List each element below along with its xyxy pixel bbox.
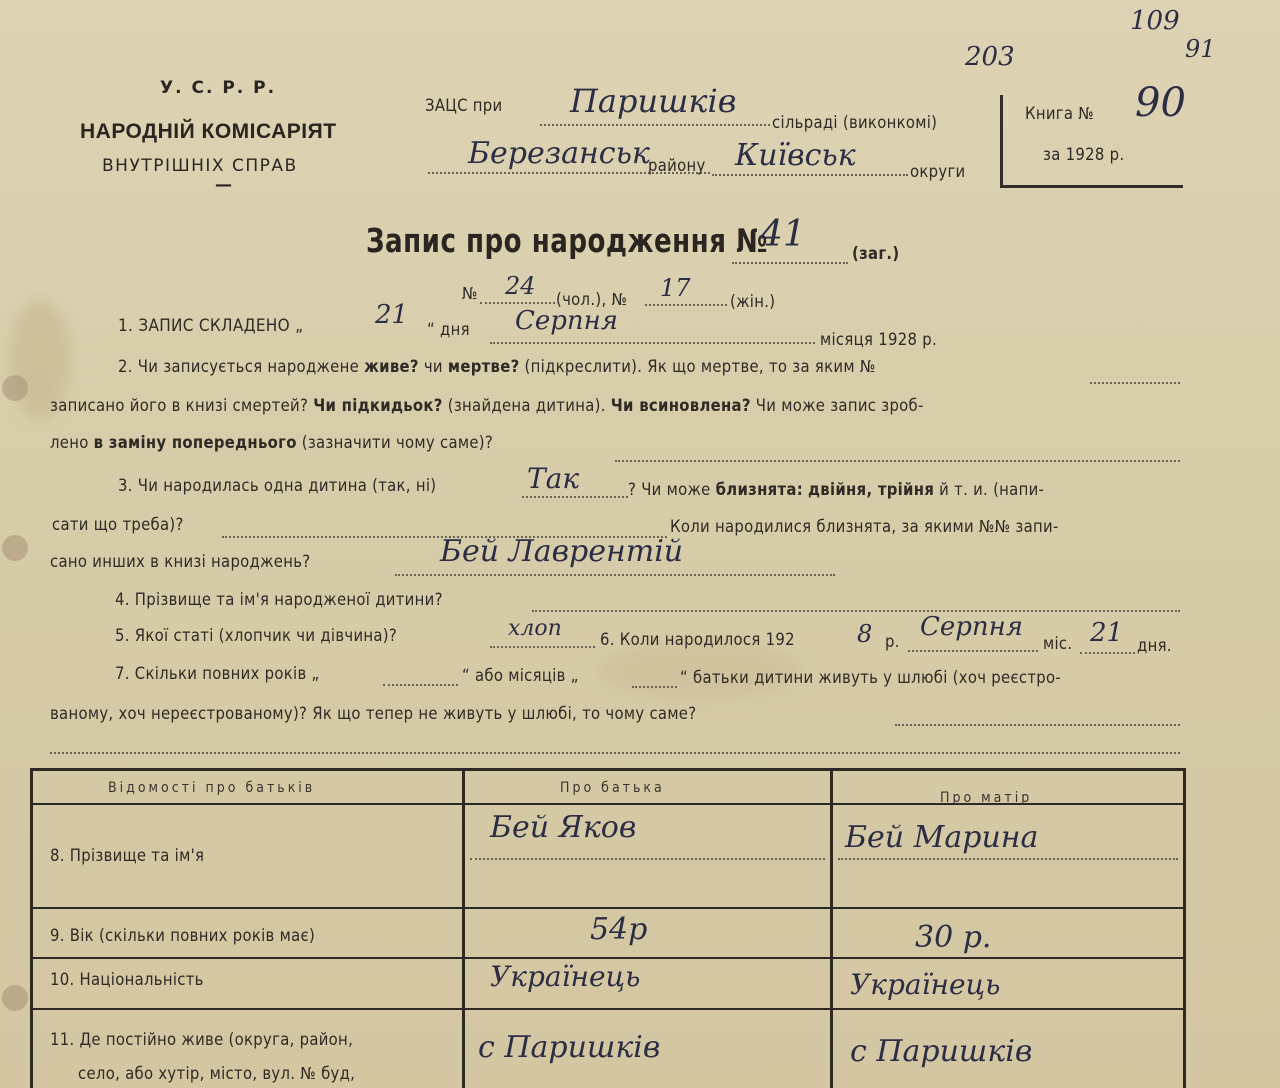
q6-year-digit: 8 bbox=[857, 620, 873, 648]
row-label-residence-2: село, або хутір, місто, вул. № буд, bbox=[78, 1064, 356, 1083]
village-name: Паришків bbox=[570, 82, 737, 120]
header-dash: — bbox=[215, 175, 234, 195]
table-header-father: Про батька bbox=[560, 780, 665, 796]
q1-day: 21 bbox=[375, 300, 409, 330]
q3-twin-types: двійня, трійня bbox=[807, 480, 935, 499]
zags-label: ЗАЦС при bbox=[425, 96, 503, 115]
header-commissariat: НАРОДНІЙ КОМІСАРІЯТ bbox=[80, 120, 337, 143]
q5-label: 5. Якої статі (хлопчик чи дівчина)? bbox=[115, 626, 398, 645]
q7-months-underline bbox=[632, 686, 677, 688]
q6-label: 6. Коли народилося 192 bbox=[600, 630, 795, 649]
q1-label: 1. ЗАПИС СКЛАДЕНО „ bbox=[118, 316, 304, 336]
q7-reason-underline bbox=[895, 724, 1180, 726]
q3-text-3a: сано инших в книзі народжень? bbox=[50, 552, 311, 571]
q7-text-a: 7. Скільки повних років „ bbox=[115, 664, 320, 683]
book-label: Книга № bbox=[1025, 104, 1095, 123]
q3-text-1a: 3. Чи народилась одна дитина (так, ні) bbox=[118, 476, 437, 495]
q6-month-underline bbox=[908, 650, 1038, 652]
header-dept: ВНУТРІШНІХ СПРАВ bbox=[102, 156, 298, 176]
male-count: 24 bbox=[505, 272, 536, 300]
mother-name: Бей Марина bbox=[845, 820, 1039, 855]
q7-extra-underline bbox=[50, 752, 1180, 754]
punch-hole bbox=[2, 985, 28, 1011]
q1-day-label: “ дня bbox=[427, 320, 470, 339]
father-nationality: Українець bbox=[490, 960, 641, 993]
q5-underline bbox=[490, 646, 595, 648]
q7-line2: ваному, хоч нереєстрованому)? Як що тепер не живуть у шлюбі, то чому саме? bbox=[50, 704, 697, 723]
document-title: Запис про народження № bbox=[366, 222, 768, 261]
q7-years-underline bbox=[383, 684, 458, 686]
q2-line1 bbox=[118, 357, 876, 376]
q2-adopted: Чи всиновлена? bbox=[610, 396, 751, 415]
q6-day-underline bbox=[1080, 652, 1135, 654]
q6-month: Серпня bbox=[920, 612, 1024, 642]
q2-line2 bbox=[50, 396, 924, 415]
q6-mis: міс. bbox=[1043, 634, 1073, 653]
female-count: 17 bbox=[660, 274, 691, 302]
q2-line3 bbox=[50, 433, 493, 452]
mother-nationality: Українець bbox=[850, 968, 1001, 1001]
table-col-divider bbox=[462, 768, 465, 1088]
q3-twin-underline bbox=[395, 574, 835, 576]
female-label: (жін.) bbox=[730, 292, 776, 311]
row-label-nationality: 10. Національність bbox=[50, 970, 204, 989]
q1-month-label: місяця 1928 р. bbox=[820, 330, 937, 349]
archive-page-number: 203 bbox=[965, 42, 1015, 72]
q3-text-2a: сати що треба)? bbox=[52, 515, 184, 534]
district-label: району bbox=[648, 156, 706, 175]
okrug-underline bbox=[712, 174, 908, 176]
q4-label: 4. Прізвище та ім'я народженої дитини? bbox=[115, 590, 443, 609]
book-number: 90 bbox=[1135, 80, 1186, 126]
row-label-name: 8. Прізвище та ім'я bbox=[50, 846, 205, 865]
q2-or: чи bbox=[423, 357, 443, 376]
table-row-divider bbox=[30, 957, 1183, 959]
q2-text-e: (підкреслити). Як що мертве, то за яким № bbox=[524, 357, 876, 376]
q2-dead: мертве? bbox=[447, 357, 520, 376]
q3-answer-underline bbox=[522, 496, 628, 498]
table-row-divider bbox=[30, 907, 1183, 909]
q2-foundling: Чи підкидьок? bbox=[313, 396, 443, 415]
okrug-name: Київськ bbox=[735, 138, 856, 173]
village-underline bbox=[540, 124, 770, 126]
male-label: (чол.), № bbox=[556, 290, 628, 309]
district-name: Березанськ bbox=[468, 136, 650, 171]
q3-answer: Так bbox=[527, 462, 580, 495]
q2-text-2a: записано його в книзі смертей? bbox=[50, 396, 309, 415]
table-col-divider bbox=[830, 768, 833, 1088]
punch-hole bbox=[2, 535, 28, 561]
q4-underline bbox=[532, 610, 1180, 612]
q6-day: 21 bbox=[1090, 618, 1124, 648]
council-label: сільраді (виконкомі) bbox=[772, 113, 938, 132]
q3-twins: близнята: bbox=[715, 480, 803, 499]
father-name-dotline bbox=[470, 858, 825, 860]
q1-month: Серпня bbox=[515, 306, 619, 336]
q7-text-c: “ батьки дитини живуть у шлюбі (хоч реєстро- bbox=[680, 668, 1062, 687]
q3-text-2b: Коли народилися близнята, за якими №№ запи- bbox=[670, 517, 1059, 536]
father-age: 54р bbox=[590, 912, 648, 947]
book-year: за 1928 р. bbox=[1043, 145, 1125, 164]
q2-replacement: в заміну попереднього bbox=[93, 433, 297, 452]
q2-text-3a: лено bbox=[50, 433, 89, 452]
q1-month-underline bbox=[490, 342, 815, 344]
q3-line1-rest bbox=[628, 480, 1044, 499]
mother-age: 30 р. bbox=[915, 920, 992, 955]
q3-text-1b: ? Чи може bbox=[628, 480, 711, 499]
q2-found-child: (знайдена дитина). bbox=[447, 396, 606, 415]
table-row-divider bbox=[30, 1008, 1183, 1010]
q2-reason-underline bbox=[615, 460, 1180, 462]
archive-corner-number-2: 91 bbox=[1185, 35, 1216, 63]
q3-text-1e: й т. и. (напи- bbox=[939, 480, 1045, 499]
male-underline bbox=[480, 302, 555, 304]
q6-r: р. bbox=[885, 632, 900, 651]
count-no: № bbox=[462, 284, 478, 303]
q6-day-label: дня. bbox=[1137, 636, 1172, 655]
q2-death-no-underline bbox=[1090, 382, 1180, 384]
q2-alive: живе? bbox=[364, 357, 419, 376]
title-suffix: (заг.) bbox=[852, 244, 900, 263]
q5-sex: хлоп bbox=[508, 616, 562, 641]
record-number-underline bbox=[732, 262, 848, 264]
q2-text-a: 2. Чи записується народжене bbox=[118, 357, 360, 376]
okrug-label: округи bbox=[910, 162, 966, 181]
table-header-info: Відомості про батьків bbox=[108, 780, 316, 796]
archive-corner-number: 109 bbox=[1130, 6, 1180, 36]
q7-text-b: “ або місяців „ bbox=[462, 666, 579, 685]
mother-name-dotline bbox=[838, 858, 1178, 860]
punch-hole bbox=[2, 375, 28, 401]
father-residence: с Паришків bbox=[478, 1030, 661, 1065]
record-number: 41 bbox=[760, 214, 806, 255]
father-name: Бей Яков bbox=[490, 810, 637, 845]
header-ussr: У. С. Р. Р. bbox=[160, 78, 277, 98]
row-label-residence: 11. Де постійно живе (округа, район, bbox=[50, 1030, 354, 1049]
q2-text-3c: (зазначити чому саме)? bbox=[301, 433, 494, 452]
female-underline bbox=[645, 304, 727, 306]
q2-text-2e: Чи може запис зроб- bbox=[755, 396, 924, 415]
table-header-mother: Про матір bbox=[940, 790, 1033, 806]
mother-residence: с Паришків bbox=[850, 1034, 1033, 1069]
q3-twin-name: Бей Лаврентій bbox=[440, 534, 684, 569]
row-label-age: 9. Вік (скільки повних років має) bbox=[50, 926, 316, 945]
